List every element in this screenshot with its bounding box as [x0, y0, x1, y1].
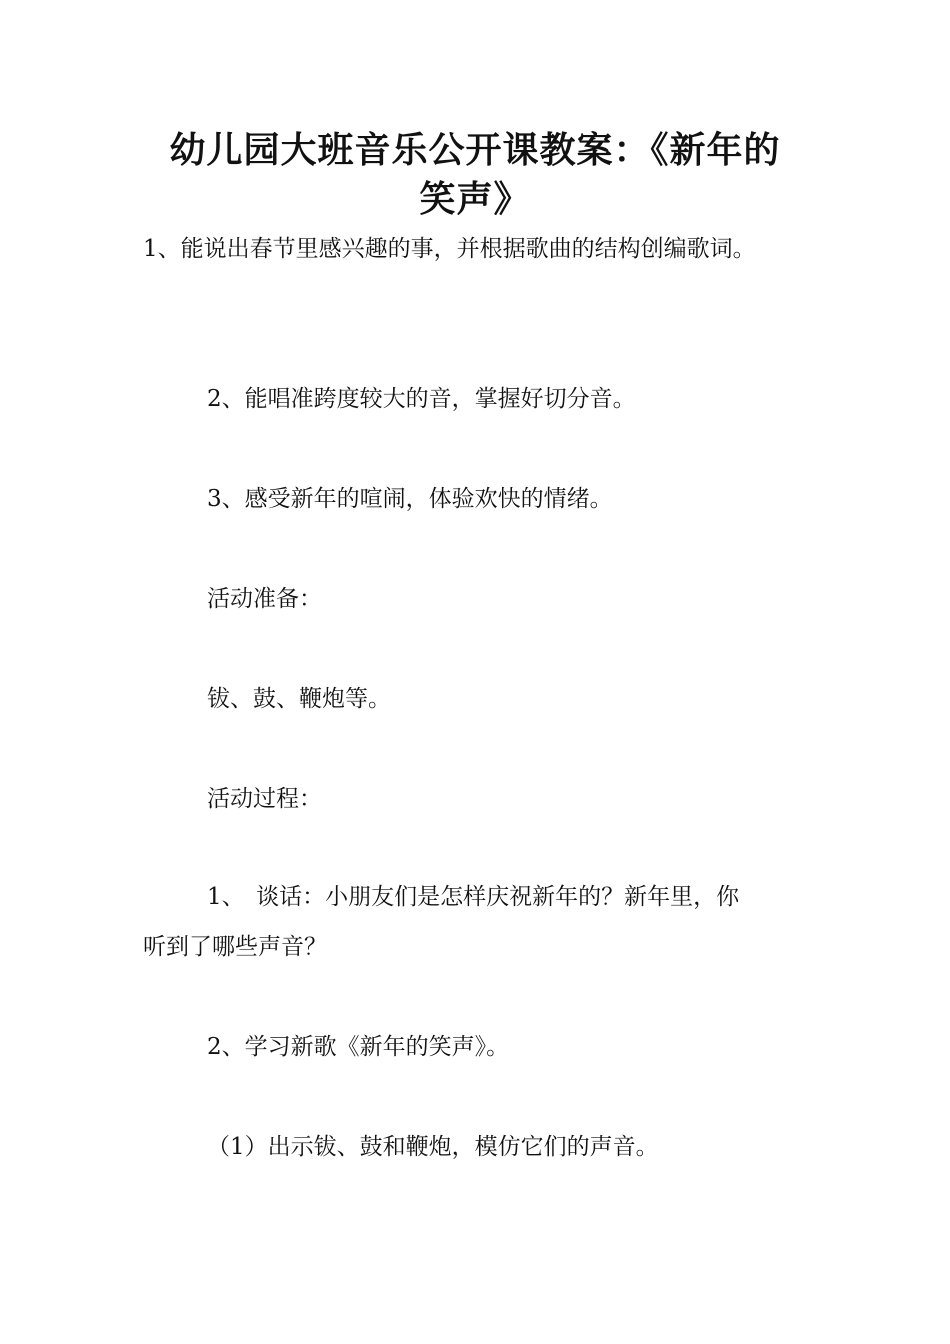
- document-title-line-2: 笑声》: [419, 179, 531, 220]
- process-step-1-line-1: 1、 谈话：小朋友们是怎样庆祝新年的？新年里，你: [207, 884, 740, 910]
- document-title-line-1: 幼儿园大班音乐公开课教案：《新年的: [169, 130, 781, 171]
- preparation-items: 钹、鼓、鞭炮等。: [207, 686, 391, 712]
- objective-3: 3、感受新年的喧闹，体验欢快的情绪。: [207, 486, 613, 512]
- objective-2: 2、能唱准跨度较大的音，掌握好切分音。: [207, 386, 636, 412]
- section-heading-preparation: 活动准备：: [207, 586, 322, 612]
- process-step-1-line-2: 听到了哪些声音？: [143, 934, 327, 960]
- section-heading-process: 活动过程：: [207, 786, 322, 812]
- process-step-2-sub-1: （1）出示钹、鼓和鞭炮，模仿它们的声音。: [207, 1134, 659, 1160]
- process-step-2: 2、学习新歌《新年的笑声》。: [207, 1034, 510, 1060]
- objective-1: 1、能说出春节里感兴趣的事，并根据歌曲的结构创编歌词。: [143, 236, 756, 262]
